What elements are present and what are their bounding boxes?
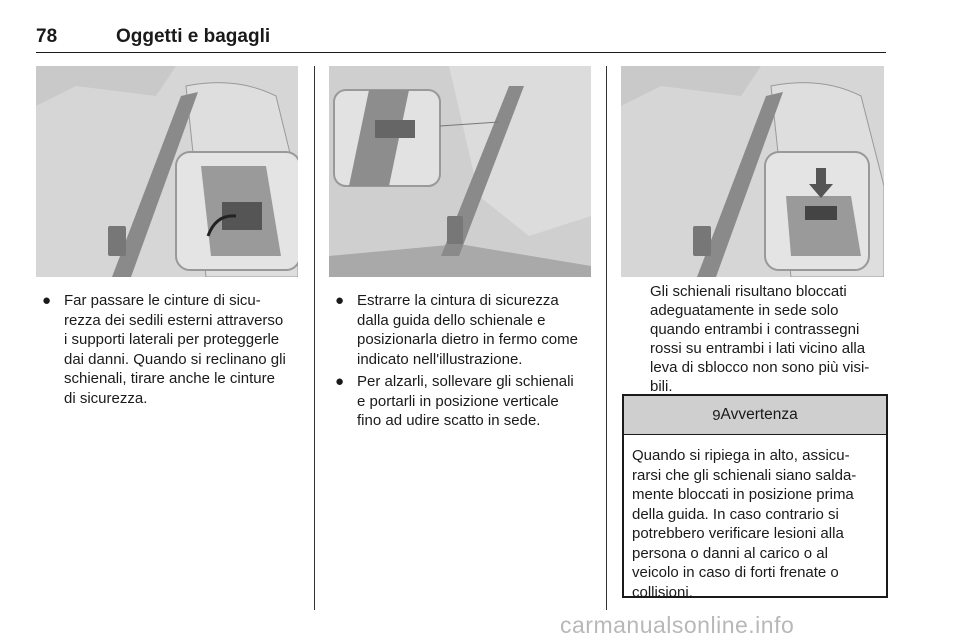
figure-belt-side-guide-illustration xyxy=(36,66,298,277)
page-header xyxy=(36,24,886,53)
warning-box xyxy=(622,394,888,601)
watermark: carmanualsonline.info xyxy=(560,612,795,638)
figure-belt-side-guide xyxy=(36,66,298,277)
page-title: Oggetti e bagagli xyxy=(116,26,271,47)
column-divider xyxy=(314,66,315,610)
warning-icon: 9 xyxy=(712,406,721,424)
bullet-text: Per alzarli, sollevare gli schienali e portarli in posizione verticale fino ad udire scatto in sede. xyxy=(357,373,574,429)
figure-belt-holder-illustration xyxy=(329,66,591,277)
bullet-symbol: ● xyxy=(335,373,345,390)
bullet-symbol: ● xyxy=(335,292,345,309)
warning-text: Quando si ripiega in alto, assicu- rarsi che gli schienali siano salda- mente bloccati in posizione prima della guida. In caso contrario si potrebbero verificare lesioni alla persona o danni al carico o al veicolo in caso di forti frenate o collisioni. xyxy=(632,447,857,601)
warning-header xyxy=(624,396,886,435)
lock-indicator-paragraph: Gli schienali risultano bloccati adeguatamente in sede solo quando entrambi i contrassegni rossi su entrambi i lati vicino alla leva di sblocco non sono più visi- bili. xyxy=(650,283,870,395)
bullet-symbol: ● xyxy=(42,292,52,309)
page-number: 78 xyxy=(36,26,58,47)
figure-release-lever xyxy=(621,66,884,277)
bullet-text: Estrarre la cintura di sicurezza dalla guida dello schienale e posizionarla dietro in fermo come indicato nell'illustrazione. xyxy=(357,292,578,368)
figure-release-lever-illustration xyxy=(621,66,884,277)
column-divider xyxy=(606,66,607,610)
figure-belt-holder xyxy=(329,66,591,277)
bullet-text: Far passare le cinture di sicu- rezza dei sedili esterni attraverso i supporti laterali per proteggerle dai danni. Quando si reclinano gli schienali, tirare anche le cinture di sicurezza. xyxy=(64,292,286,407)
warning-title: Avvertenza xyxy=(720,406,798,423)
